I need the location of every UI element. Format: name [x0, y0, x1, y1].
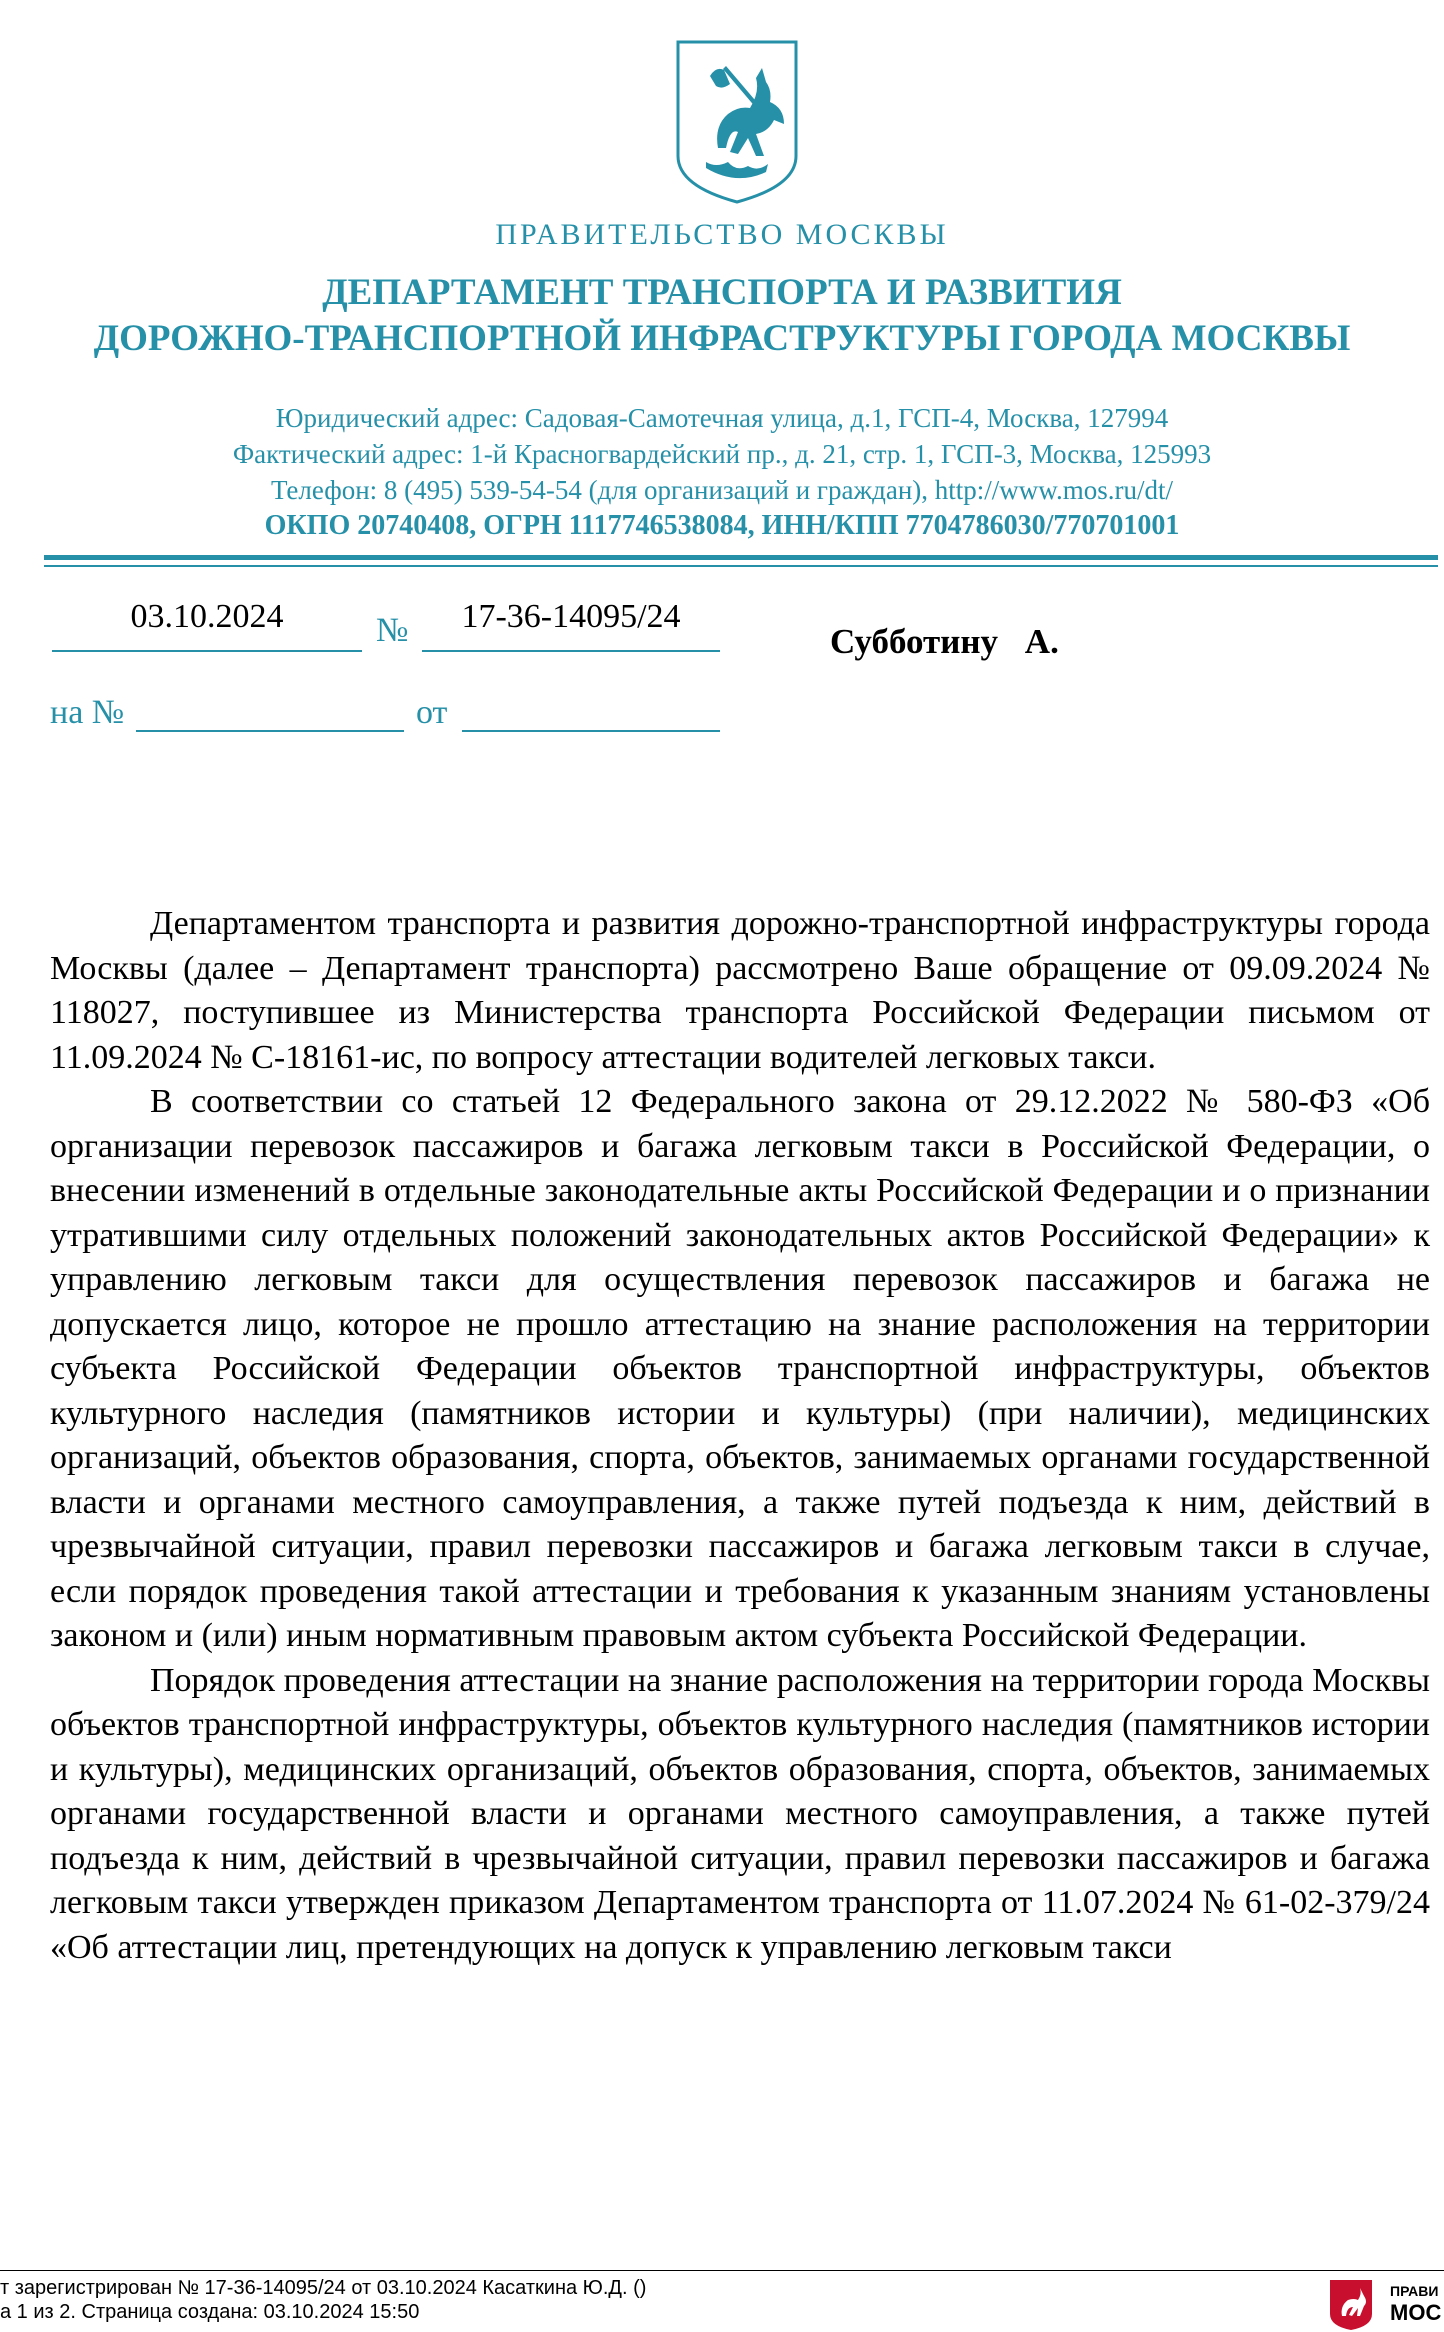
body-paragraph-2: В соответствии со статьей 12 Федерального закона от 29.12.2022 № 580-ФЗ «Об организации перевозок пассажиров и багажа легковым такси в Российской Федерации, о внесении изменений в отдельные законодательные акты Российской Федерации и о признании утратившими силу отдельных положений законодательных актов Российской Федерации» к управлению легковым такси для осуществления перевозок пассажиров и багажа не допускается лицо, которое не прошло аттестацию на знание расположения на территории субъекта Российской Федерации объектов транспортной инфраструктуры, объектов культурного наследия (памятников истории и культуры) (при наличии), медицинских организаций, объектов образования, спорта, объектов, занимаемых органами государственной власти и органами местного самоуправления, а также путей подъезда к ним, действий в чрезвычайной ситуации, правил перевозки пассажиров и багажа легковым такси в случае, если порядок проведения такой аттестации и требования к указанным знаниям установлены законом и (или) иным нормативным правовым актом субъекта Российской Федерации.	[50, 1083, 1430, 1654]
number-label: №	[376, 612, 409, 649]
body-paragraph-1: Департаментом транспорта и развития дорожно-транспортной инфраструктуры города Москвы (далее – Департамент транспорта) рассмотрено Ваше обращение от 09.09.2024 № 118027, поступившее из Министерства транспорта Российской Федерации письмом от 11.09.2024 № С-18161-ис, по вопросу аттестации водителей легковых такси.	[50, 905, 1430, 1076]
letter-date: 03.10.2024	[130, 598, 284, 635]
actual-address: Фактический адрес: 1-й Красногвардейский пр., д. 21, стр. 1, ГСП-3, Москва, 125993	[232, 439, 1212, 469]
footer-registration-info	[0, 2276, 1300, 2324]
recipient-name: Субботину А.	[830, 622, 1059, 661]
header-rule-thin	[44, 565, 1438, 567]
department-title-line-1: ДЕПАРТАМЕНТ ТРАНСПОРТА И РАЗВИТИЯ	[322, 272, 1122, 313]
reply-date-underline	[462, 730, 720, 732]
registration-codes: ОКПО 20740408, ОГРН 1117746538084, ИНН/КПП 7704786030/770701001	[264, 510, 1180, 541]
footer-brand	[1390, 2280, 1444, 2324]
reply-from-label: от	[416, 694, 448, 731]
letter-body	[50, 902, 1430, 1970]
phone-line: Телефон: 8 (495) 539-54-54 (для организаций и граждан), http://www.mos.ru/dt/	[270, 475, 1174, 505]
footer-line-2: а 1 из 2. Страница создана: 03.10.2024 15:50	[0, 2301, 420, 2323]
header-rule-thick	[44, 555, 1438, 560]
moscow-emblem-icon	[1328, 2278, 1374, 2332]
reply-number-label: на №	[50, 694, 125, 731]
footer-divider	[0, 2270, 1444, 2271]
number-underline	[422, 650, 720, 652]
legal-address: Юридический адрес: Садовая-Самотечная улица, д.1, ГСП-4, Москва, 127994	[275, 403, 1169, 433]
department-title-line-2: ДОРОЖНО-ТРАНСПОРТНОЙ ИНФРАСТРУКТУРЫ ГОРОДА МОСКВЫ	[93, 318, 1351, 359]
footer-brand-top: ПРАВИ	[1390, 2283, 1439, 2299]
body-paragraph-3: Порядок проведения аттестации на знание расположения на территории города Москвы объектов транспортной инфраструктуры, объектов культурного наследия (памятников истории и культуры), медицинских организаций, объектов образования, спорта, объектов, занимаемых органами государственной власти и органами местного самоуправления, а также путей подъезда к ним, действий в чрезвычайной ситуации, правил перевозки пассажиров и багажа легковым такси утвержден приказом Департаментом транспорта от 11.07.2024 № 61-02-379/24 «Об аттестации лиц, претендующих на допуск к управлению легковым такси	[50, 1661, 1430, 1966]
reply-number-underline	[136, 730, 404, 732]
footer-brand-bottom: МОС	[1390, 2300, 1442, 2324]
footer-line-1: т зарегистрирован № 17-36-14095/24 от 03.10.2024 Касаткина Ю.Д. ()	[0, 2277, 647, 2299]
letter-number: 17-36-14095/24	[461, 598, 681, 635]
moscow-coat-of-arms-icon	[670, 36, 804, 206]
government-title: ПРАВИТЕЛЬСТВО МОСКВЫ	[495, 218, 949, 251]
date-underline	[52, 650, 362, 652]
